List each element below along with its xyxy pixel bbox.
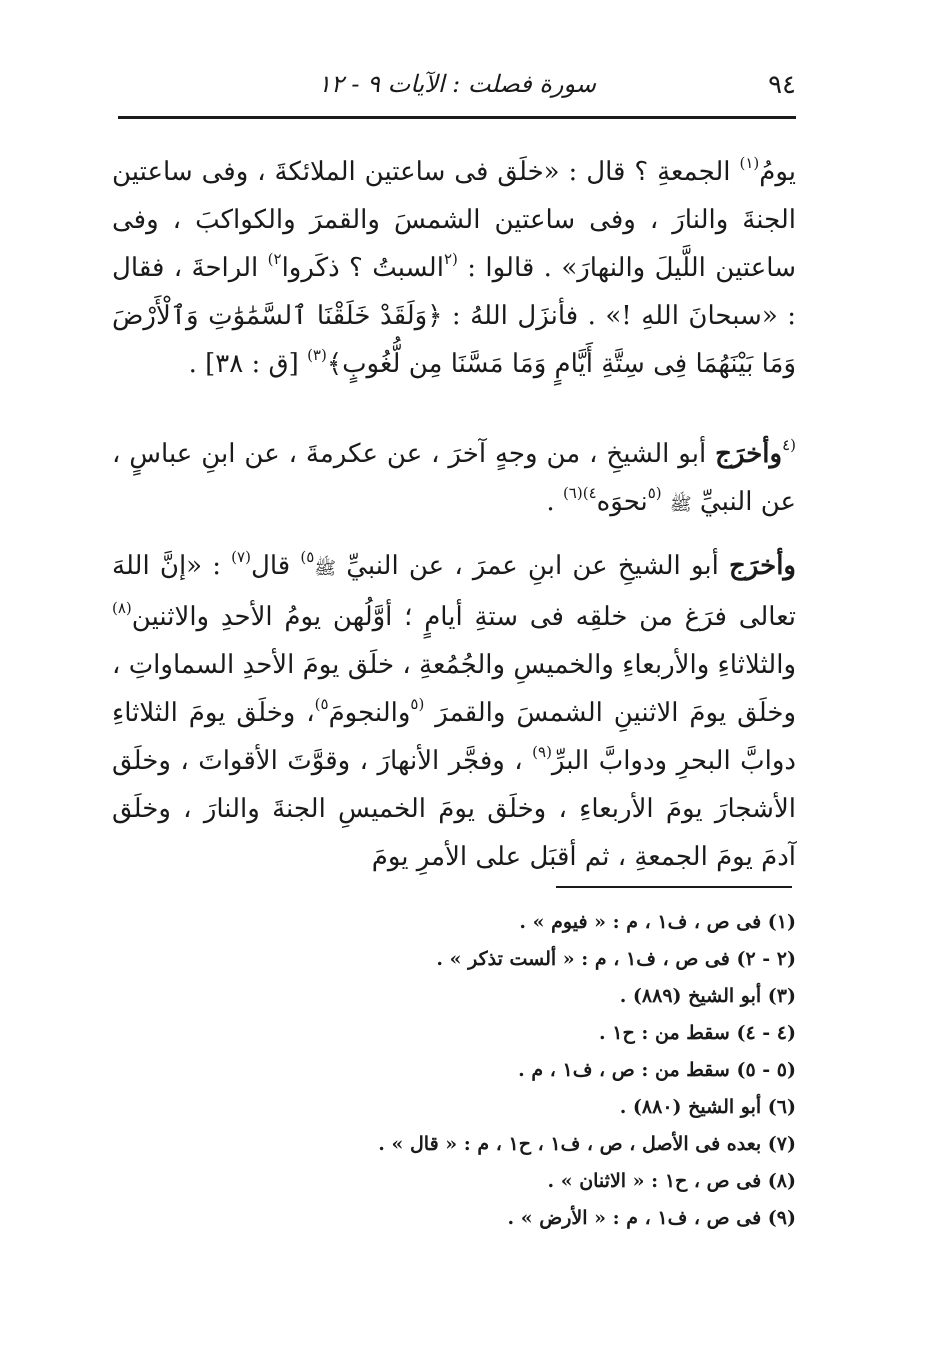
text-run: الجمعةِ ؟ قال : «خلَق فى ساعتين الملائكةَ ، وفى ساعتين الجنةَ والنارَ ، وفى ساعتين الشمسَ والقمرَ والكواكبَ ، وفى ساعتين اللَّيلَ والنهارَ» . قالوا :: [112, 157, 796, 283]
text-run: .: [546, 487, 563, 517]
page-header: [118, 66, 796, 106]
footnote-ref[interactable]: ٥): [300, 548, 315, 567]
footnote-ref[interactable]: ٥): [314, 695, 329, 714]
footnote-ref[interactable]: (٥: [410, 695, 425, 714]
paragraph-1: [112, 148, 796, 430]
text-run: : «إنَّ اللهَ تعالى فرَغ من خلقِه فى ستةِ أيامٍ ؛ أوَّلُهن يومُ الأحدِ والاثنين: [112, 551, 796, 632]
footnote-5: (٥ - ٥) سقط من : ص ، ف١ ، م .: [518, 1059, 796, 1081]
footnote-ref[interactable]: (٣): [307, 346, 327, 365]
salutation-glyph: ﷺ: [314, 558, 337, 579]
footnote-ref[interactable]: (٩): [532, 743, 552, 762]
footnote-ref[interactable]: ٢): [267, 250, 282, 269]
footnote-4: (٤ - ٤) سقط من : ح١ .: [599, 1022, 796, 1044]
text-run: الراحةَ ، فقال : «سبحانَ اللهِ !» . فأنزَل اللهُ :: [112, 253, 796, 331]
text-run: نحوَه: [596, 487, 648, 517]
footnotes: [300, 904, 796, 1237]
lead-word: وأخرَج: [715, 439, 783, 469]
footnote-9: (٩) فى ص ، ف١ ، م : « الأرض » .: [507, 1207, 796, 1229]
text-run: [662, 487, 670, 517]
footnote-separator: [556, 886, 792, 888]
footnote-3: (٣) أبو الشيخ (٨٨٩) .: [619, 985, 796, 1007]
running-title: سورة فصلت : الآيات ٩ - ١٢: [317, 70, 596, 98]
paragraph-3: [112, 542, 796, 881]
text-run: يومُ: [759, 157, 796, 187]
text-run: ، وخلَق يومَ الثلاثاءِ دوابَّ البحرِ ودوابَّ البرِّ: [112, 698, 796, 776]
footnote-6: (٦) أبو الشيخ (٨٨٠) .: [619, 1096, 796, 1118]
salutation-glyph: ﷺ: [669, 494, 692, 515]
footnote-ref[interactable]: ٤)(٦): [562, 484, 597, 503]
footnote-ref[interactable]: (٥: [647, 484, 662, 503]
text-run: والنجومَ: [328, 698, 411, 728]
text-run: قال: [250, 551, 301, 581]
text-run: السبتُ ؟ ذكَروا: [281, 253, 444, 283]
text-run: أبو الشيخِ ، من وجهٍ آخرَ ، عن عكرمةَ ، عن ابنِ عباسٍ ، عن النبيِّ: [112, 439, 796, 517]
text-run: ، وفجَّر الأنهارَ ، وقوَّتَ الأقواتَ ، وخلَق الأشجارَ يومَ الأربعاءِ ، وخلَق يومَ الخميسِ الجنةَ والنارَ ، وخلَق آدمَ يومَ الجمعةِ ، ثم أقبَل على الأمرِ يومَ: [112, 746, 796, 872]
paragraph-2: [112, 430, 796, 542]
quran-verse: ﴿وَلَقَدْ خَلَقْنَا ٱلسَّمَٰوَٰتِ وَٱلْأَرْضَ وَمَا بَيْنَهُمَا فِى سِتَّةِ أَيَّامٍ وَمَا مَسَّنَا مِن لُّغُوبٍ﴾: [112, 301, 796, 379]
footnote-8: (٨) فى ص ، ح١ : « الاثنان » .: [547, 1170, 796, 1192]
text-run: أبو الشيخِ عن ابنِ عمرَ ، عن النبيِّ: [336, 551, 729, 581]
footnote-ref[interactable]: (١): [739, 154, 760, 173]
footnote-7: (٧) بعده فى الأصل ، ص ، ف١ ، ح١ ، م : « قال » .: [378, 1133, 796, 1155]
footnote-ref[interactable]: (٧): [231, 548, 251, 567]
body-text: [112, 148, 796, 881]
verse-reference: [ق : ٣٨] .: [188, 349, 308, 379]
footnote-ref[interactable]: (٤: [782, 436, 796, 455]
page-number: ٩٤: [768, 70, 796, 100]
footnote-ref[interactable]: (٢: [443, 250, 458, 269]
lead-word: وأخرَج: [729, 551, 796, 581]
header-rule: [118, 116, 796, 119]
footnote-2: (٢ - ٢) فى ص ، ف١ ، م : « ألست تذكر » .: [436, 948, 796, 970]
footnote-ref[interactable]: (٨): [112, 599, 132, 618]
text-run: والثلاثاءِ والأربعاءِ والخميسِ والجُمُعةِ ، خلَق يومَ الأحدِ السماواتِ ، وخلَق يومَ الاثنينِ الشمسَ والقمرَ: [112, 650, 796, 728]
footnote-1: (١) فى ص ، ف١ ، م : « فيوم » .: [519, 911, 796, 933]
